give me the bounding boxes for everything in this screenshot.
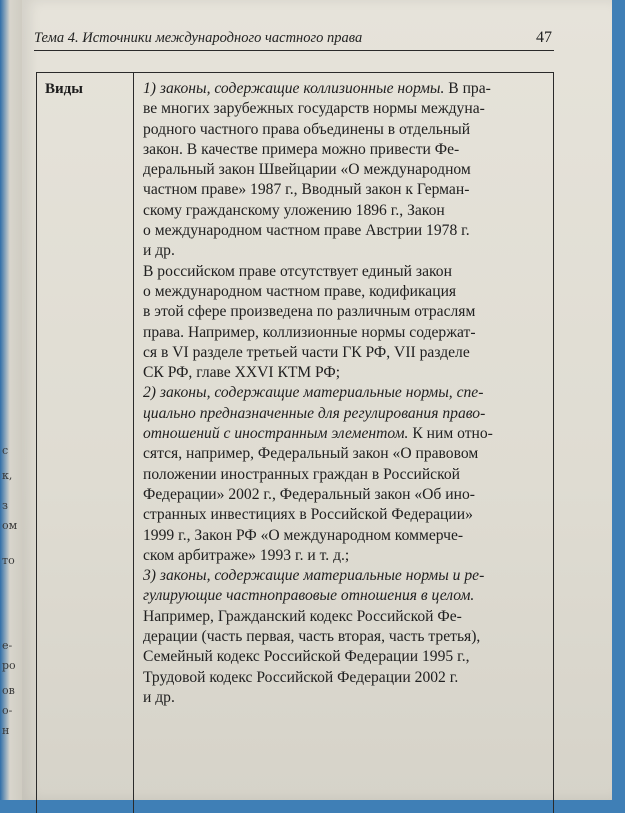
italic-segment: 2) законы, содержащие материальные нормы, спе- <box>143 384 484 402</box>
margin-fragment: ом <box>2 520 18 532</box>
text-line <box>143 404 543 424</box>
margin-fragment: з <box>2 500 8 512</box>
text-line <box>143 180 543 200</box>
running-header <box>34 28 554 51</box>
text-segment: положении иностранных граждан в Российской <box>143 465 461 483</box>
text-segment: деральный закон Швейцарии «О международном <box>143 161 471 179</box>
text-segment: Федерации» 2002 г., Федеральный закон «Об ино- <box>143 485 475 503</box>
italic-segment: 3) законы, содержащие материальные нормы и ре- <box>143 567 485 585</box>
text-segment: К ним отно- <box>408 425 493 443</box>
text-segment: Трудовой кодекс Российской Федерации 2002 г. <box>143 668 459 686</box>
text-segment: Семейный кодекс Российской Федерации 1995 г., <box>143 648 470 666</box>
text-line <box>143 363 543 383</box>
text-segment: Например, Гражданский кодекс Российской Фе- <box>143 607 462 625</box>
margin-fragment: ов <box>2 685 15 697</box>
text-segment: дерации (часть первая, часть вторая, часть третья), <box>143 628 481 646</box>
text-line <box>143 688 543 708</box>
margin-fragment: о- <box>2 705 13 717</box>
text-segment: закон. В качестве примера можно привести Фе- <box>143 140 460 158</box>
text-line <box>143 79 543 99</box>
text-line <box>143 302 543 322</box>
text-segment: ском арбитраже» 1993 г. и т. д.; <box>143 546 350 564</box>
text-line <box>143 505 543 525</box>
text-segment: о международном частном праве, кодификация <box>143 282 457 300</box>
text-line <box>143 465 543 485</box>
text-line <box>143 647 543 667</box>
margin-fragment: с <box>2 445 9 457</box>
text-line <box>143 140 543 160</box>
text-line <box>143 526 543 546</box>
text-segment: В пра- <box>444 80 491 97</box>
text-line <box>143 323 543 343</box>
text-segment: сятся, например, Федеральный закон «О правовом <box>143 445 479 463</box>
text-line <box>143 383 543 403</box>
text-segment: и др. <box>143 688 175 706</box>
text-line <box>143 444 543 464</box>
italic-segment: гулирующие частноправовые отношения в целом. <box>143 587 475 605</box>
text-segment: частном праве» 1987 г., Вводный закон к Герман- <box>143 181 470 199</box>
text-line <box>143 241 543 261</box>
text-line <box>143 424 543 444</box>
column-divider <box>133 73 134 813</box>
italic-segment: циально предназначенные для регулирования право- <box>143 404 486 422</box>
margin-fragment: к, <box>2 470 13 482</box>
text-line <box>143 485 543 505</box>
text-segment: СК РФ, главе XXVI КТМ РФ; <box>143 364 341 382</box>
margin-fragment: ро <box>2 660 16 672</box>
text-line <box>143 607 543 627</box>
text-line <box>143 546 543 566</box>
text-segment: в этой сфере произведена по различным отраслям <box>143 303 476 321</box>
text-segment: права. Например, коллизионные нормы содержат- <box>143 323 476 341</box>
margin-fragment: е- <box>2 640 13 652</box>
margin-fragment: н <box>2 725 10 737</box>
text-line <box>143 566 543 586</box>
italic-segment: отношений с иностранным элементом. <box>143 425 409 443</box>
text-segment: странных инвестициях в Российской Федерации» <box>143 506 473 524</box>
text-line <box>143 262 543 282</box>
margin-fragment: то <box>2 555 15 567</box>
text-line <box>143 668 543 688</box>
header-title: Тема 4. Источники международного частного права <box>34 30 363 46</box>
text-line <box>143 586 543 606</box>
text-segment: ве многих зарубежных государств нормы междуна- <box>143 100 485 118</box>
text-segment: 1999 г., Закон РФ «О международном коммерче- <box>143 526 464 544</box>
text-segment: ся в VI разделе третьей части ГК РФ, VII разделе <box>143 343 470 361</box>
text-line <box>143 201 543 221</box>
italic-segment: 1) законы, содержащие коллизионные нормы. <box>143 80 445 97</box>
text-line <box>143 99 543 119</box>
text-segment: родного частного права объединены в отдельный <box>143 120 471 138</box>
text-line <box>143 627 543 647</box>
row-label: Виды <box>45 81 83 97</box>
text-line <box>143 160 543 180</box>
text-segment: В российском праве отсутствует единый закон <box>143 262 452 280</box>
text-line <box>143 120 543 140</box>
book-page <box>22 0 612 800</box>
text-line <box>143 221 543 241</box>
adjacent-page-edge <box>0 0 22 800</box>
text-segment: скому гражданскому уложению 1896 г., Закон <box>143 201 445 219</box>
text-segment: о международном частном праве Австрии 1978 г. <box>143 222 470 240</box>
text-line <box>143 343 543 363</box>
content-table <box>36 72 554 813</box>
text-line <box>143 282 543 302</box>
row-content <box>143 79 543 708</box>
page-number: 47 <box>536 29 552 46</box>
text-segment: и др. <box>143 242 175 260</box>
